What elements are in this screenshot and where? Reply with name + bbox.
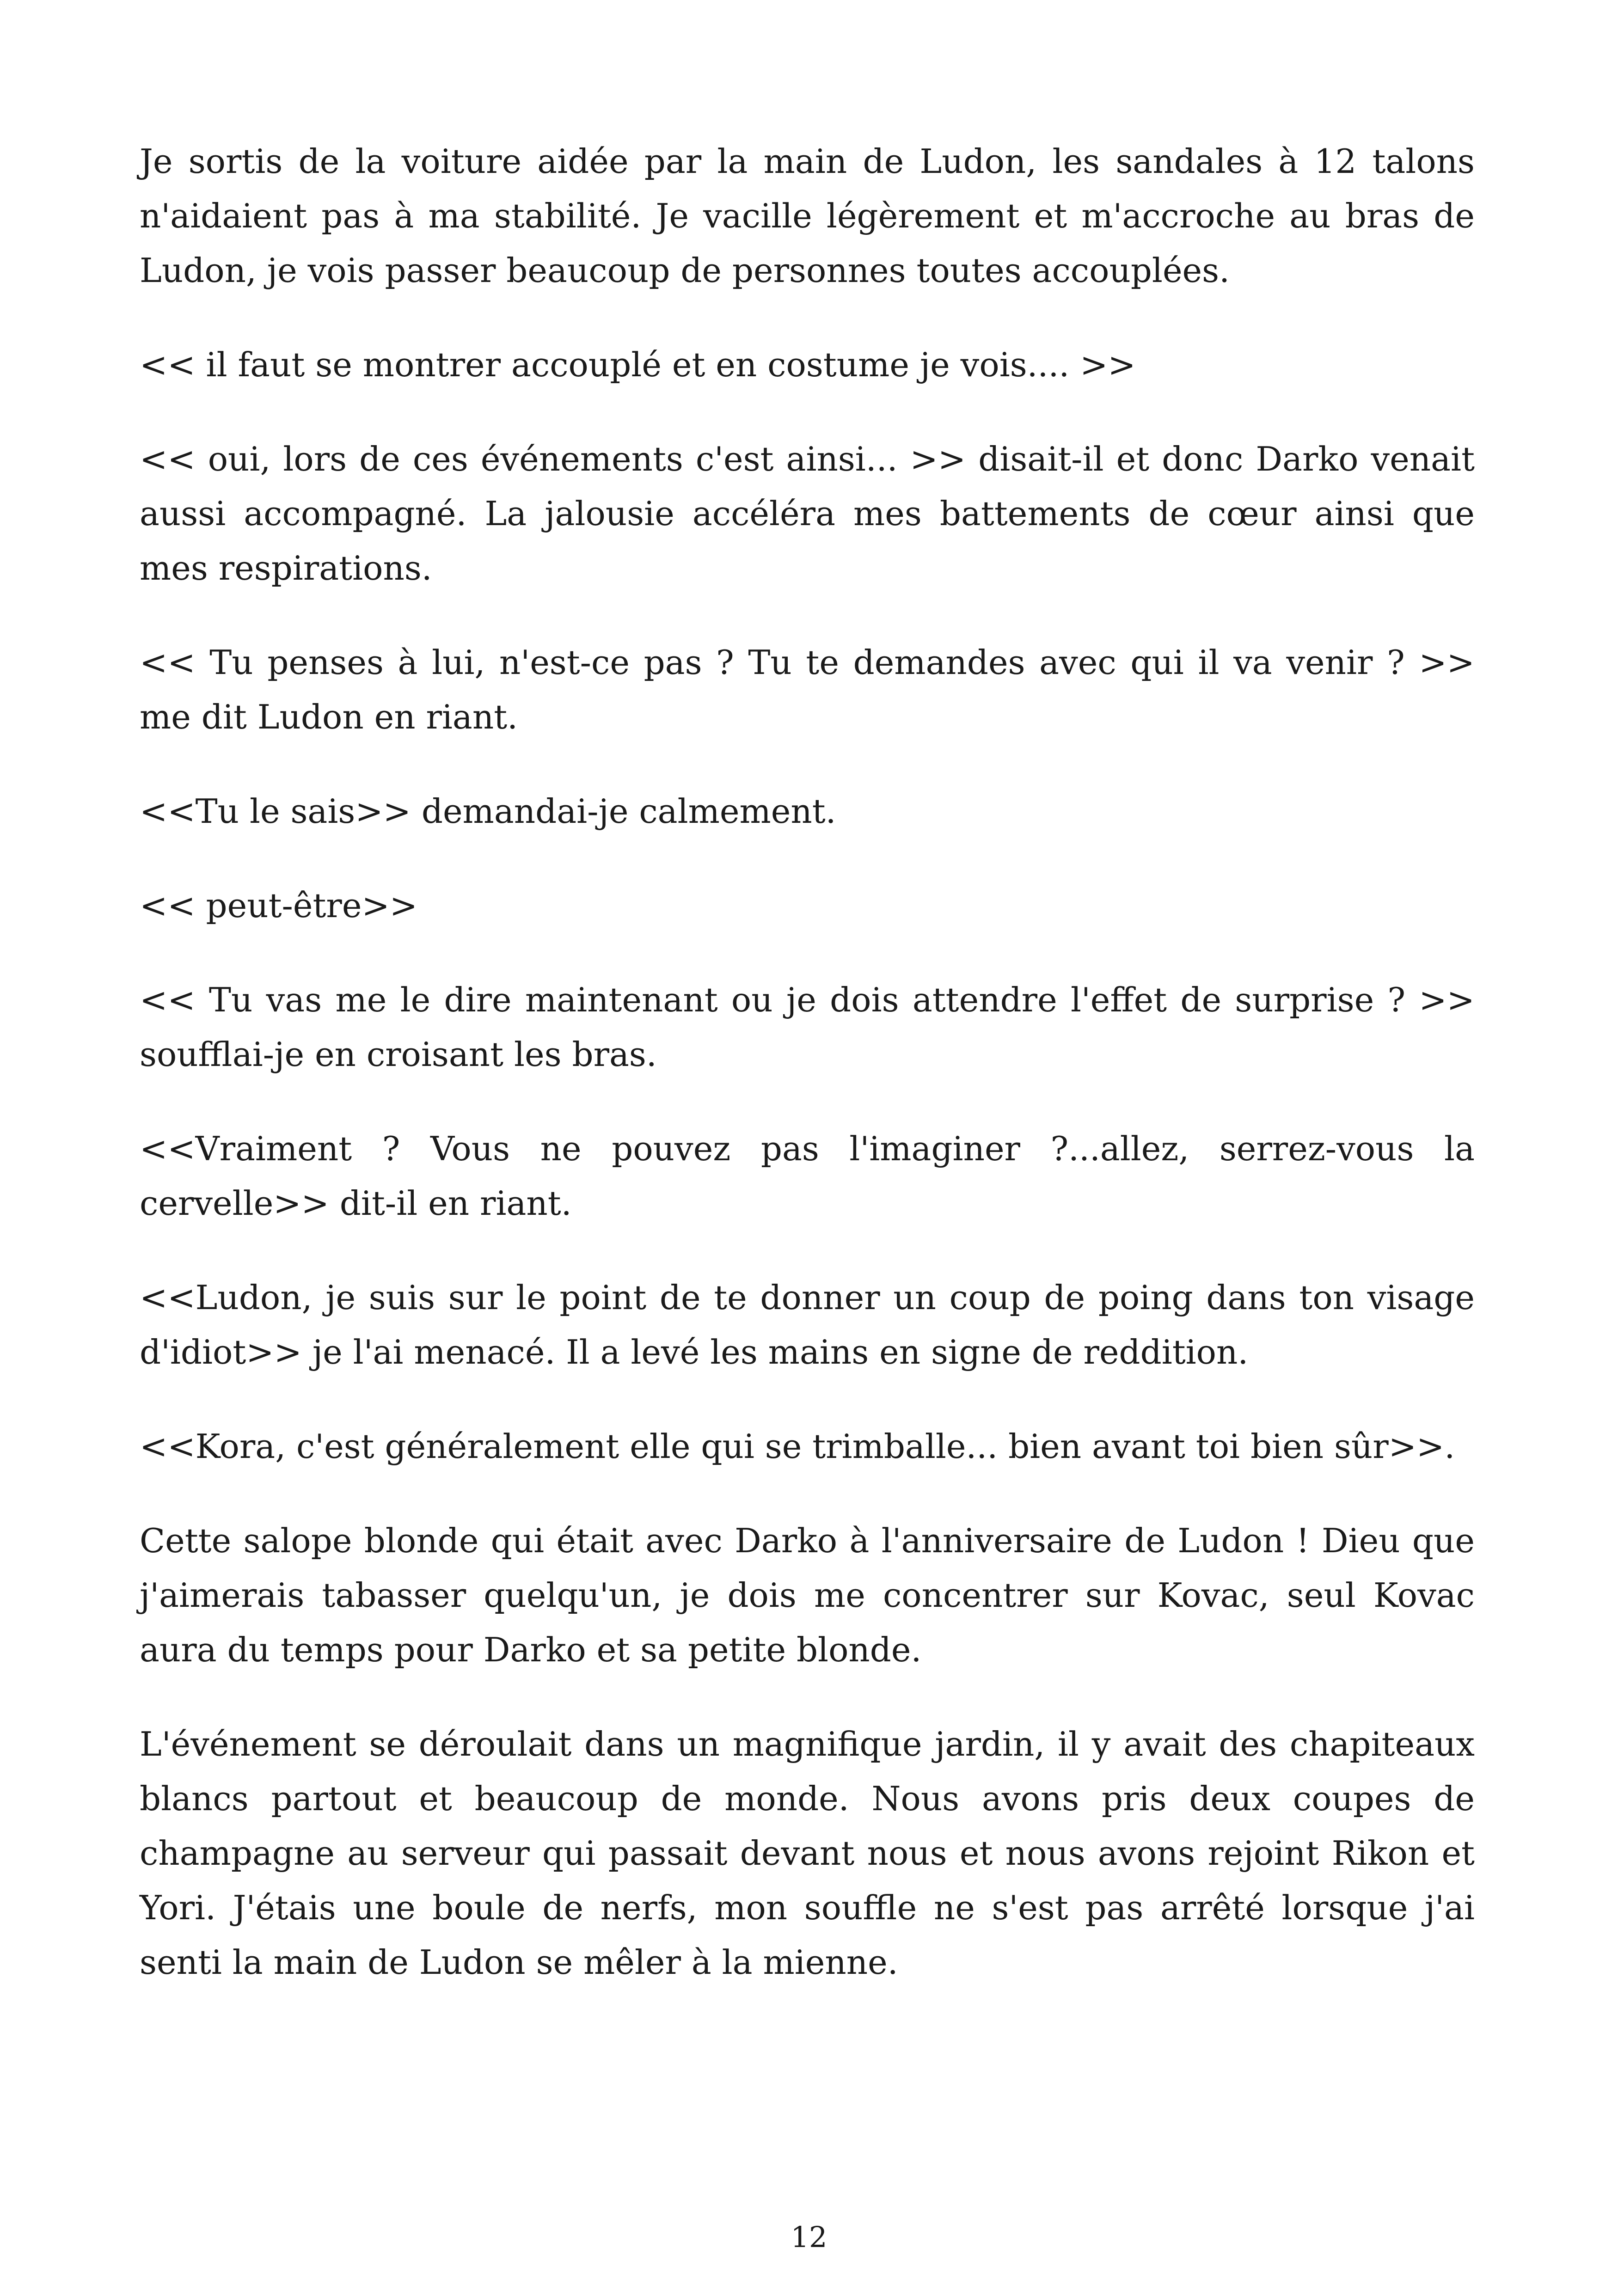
paragraph: << Tu penses à lui, n'est-ce pas ? Tu te demandes avec qui il va venir ? >> me dit Ludon en riant. — [140, 643, 1475, 736]
paragraph: <<Ludon, je suis sur le point de te donner un coup de poing dans ton visage d'idiot>> je l'ai menacé. Il a levé les mains en signe de reddition. — [140, 1278, 1475, 1371]
paragraph: <<Tu le sais>> demandai-je calmement. — [140, 792, 836, 831]
paragraph: << il faut se montrer accouplé et en costume je vois.... >> — [140, 345, 1136, 384]
paragraph: L'événement se déroulait dans un magnifique jardin, il y avait des chapiteaux blancs partout et beaucoup de monde. Nous avons pris deux coupes de champagne au serveur qui passait devant nous et nous avons rejoint Rikon et Yori. J'étais une boule de nerfs, mon souffle ne s'est pas arrêté lorsque j'ai senti la main de Ludon se mêler à la mienne. — [140, 1725, 1475, 1982]
page-number: 12 — [791, 2220, 827, 2254]
paragraph: <<Kora, c'est généralement elle qui se trimballe... bien avant toi bien sûr>>. — [140, 1427, 1455, 1466]
paragraph: << oui, lors de ces événements c'est ainsi... >> disait-il et donc Darko venait aussi accompagné. La jalousie accéléra mes battements de cœur ainsi que mes respirations. — [140, 440, 1475, 588]
paragraph: Cette salope blonde qui était avec Darko à l'anniversaire de Ludon ! Dieu que j'aimerais tabasser quelqu'un, je dois me concentrer sur Kovac, seul Kovac aura du temps pour Darko et sa petite blonde. — [140, 1521, 1475, 1669]
paragraph: <<Vraiment ? Vous ne pouvez pas l'imaginer ?...allez, serrez-vous la cervelle>> dit-il en riant. — [140, 1129, 1475, 1223]
paragraph: << peut-être>> — [140, 886, 418, 925]
paragraph: Je sortis de la voiture aidée par la main de Ludon, les sandales à 12 talons n'aidaient pas à ma stabilité. Je vacille légèrement et m'accroche au bras de Ludon, je vois passer beaucoup de personnes toutes accouplées. — [140, 142, 1475, 290]
body-text — [140, 134, 1475, 2029]
paragraph: << Tu vas me le dire maintenant ou je dois attendre l'effet de surprise ? >> soufflai-je en croisant les bras. — [140, 980, 1475, 1074]
